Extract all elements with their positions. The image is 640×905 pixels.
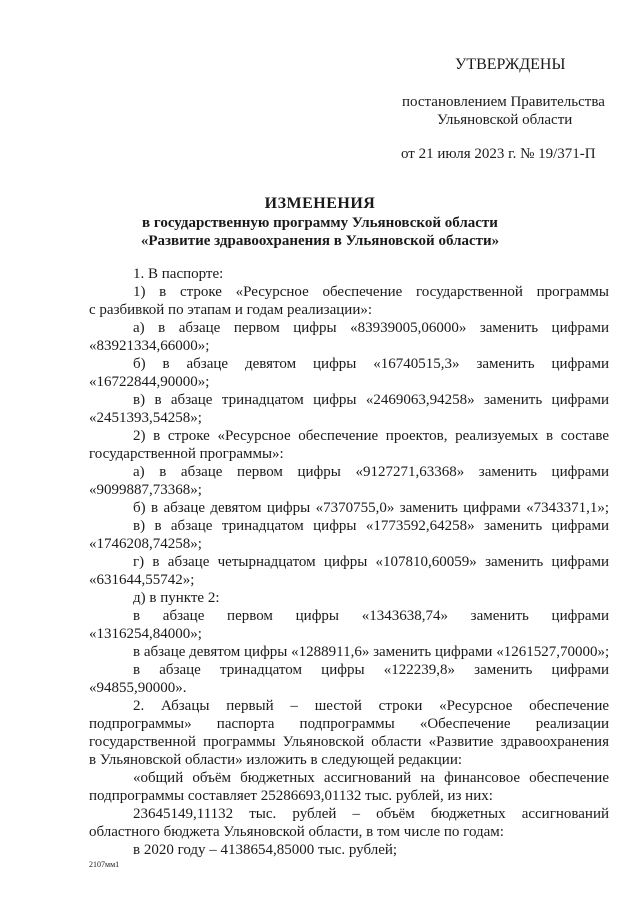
paragraph-line: 1) в строке «Ресурсное обеспечение государственной программы [133, 284, 609, 300]
paragraph-line: «83921334,66000»; [89, 338, 210, 354]
paragraph-line: б) в абзаце девятом цифры «7370755,0» заменить цифрами «7343371,1»; [133, 500, 609, 516]
paragraph-line: в абзаце девятом цифры «1288911,6» заменить цифрами «1261527,70000»; [133, 644, 610, 660]
paragraph-line: государственной программы»: [89, 446, 284, 462]
paragraph-line: в абзаце первом цифры «1343638,74» заменить цифрами [133, 608, 609, 624]
paragraph-line: 2. Абзацы первый – шестой строки «Ресурсное обеспечение [133, 698, 609, 714]
paragraph-line: в) в абзаце тринадцатом цифры «2469063,94258» заменить цифрами [133, 392, 609, 408]
paragraph-line: д) в пункте 2: [133, 590, 220, 606]
paragraph-line: государственной программы Ульяновской области «Развитие здравоохранения [89, 734, 609, 750]
paragraph-line: в Ульяновской области» изложить в следующей редакции: [89, 752, 463, 768]
paragraph-line: г) в абзаце четырнадцатом цифры «107810,60059» заменить цифрами [133, 554, 609, 570]
document-subtitle-1: в государственную программу Ульяновской области [142, 215, 498, 231]
paragraph-line: «94855,90000». [89, 680, 187, 696]
paragraph-line: областного бюджета Ульяновской области, в том числе по годам: [89, 824, 504, 840]
paragraph-line: «631644,55742»; [89, 572, 195, 588]
paragraph-line: а) в абзаце первом цифры «9127271,63368» заменить цифрами [133, 464, 609, 480]
paragraph-line: «общий объём бюджетных ассигнований на финансовое обеспечение [133, 770, 609, 786]
document-title: ИЗМЕНЕНИЯ [264, 195, 376, 212]
paragraph-line: в абзаце тринадцатом цифры «122239,8» заменить цифрами [133, 662, 609, 678]
paragraph-line: в) в абзаце тринадцатом цифры «1773592,64258» заменить цифрами [133, 518, 609, 534]
decree-date: от 21 июля 2023 г. № 19/371-П [401, 146, 596, 162]
footer-code: 2107мм1 [89, 860, 120, 869]
paragraph-line: подпрограммы составляет 25286693,01132 тыс. рублей, из них: [89, 788, 493, 804]
paragraph-line: «16722844,90000»; [89, 374, 210, 390]
paragraph-line: в 2020 году – 4138654,85000 тыс. рублей; [133, 842, 398, 858]
decree-line-2: Ульяновской области [437, 112, 573, 128]
paragraph-line: 2) в строке «Ресурсное обеспечение проектов, реализуемых в составе [133, 428, 609, 444]
paragraph-line: подпрограммы» паспорта подпрограммы «Обеспечение реализации [89, 716, 609, 732]
paragraph-line: б) в абзаце девятом цифры «16740515,3» заменить цифрами [133, 356, 609, 372]
decree-line-1: постановлением Правительства [402, 94, 605, 110]
paragraph-line: 23645149,11132 тыс. рублей – объём бюджетных ассигнований [133, 806, 609, 822]
paragraph-line: 1. В паспорте: [133, 266, 224, 282]
paragraph-line: «2451393,54258»; [89, 410, 202, 426]
paragraph-line: «9099887,73368»; [89, 482, 202, 498]
approved-heading: УТВЕРЖДЕНЫ [455, 56, 566, 73]
paragraph-line: с разбивкой по этапам и годам реализации»: [89, 302, 373, 318]
paragraph-line: «1316254,84000»; [89, 626, 202, 642]
paragraph-line: а) в абзаце первом цифры «83939005,06000» заменить цифрами [133, 320, 609, 336]
paragraph-line: «1746208,74258»; [89, 536, 202, 552]
document-subtitle-2: «Развитие здравоохранения в Ульяновской области» [140, 233, 500, 249]
